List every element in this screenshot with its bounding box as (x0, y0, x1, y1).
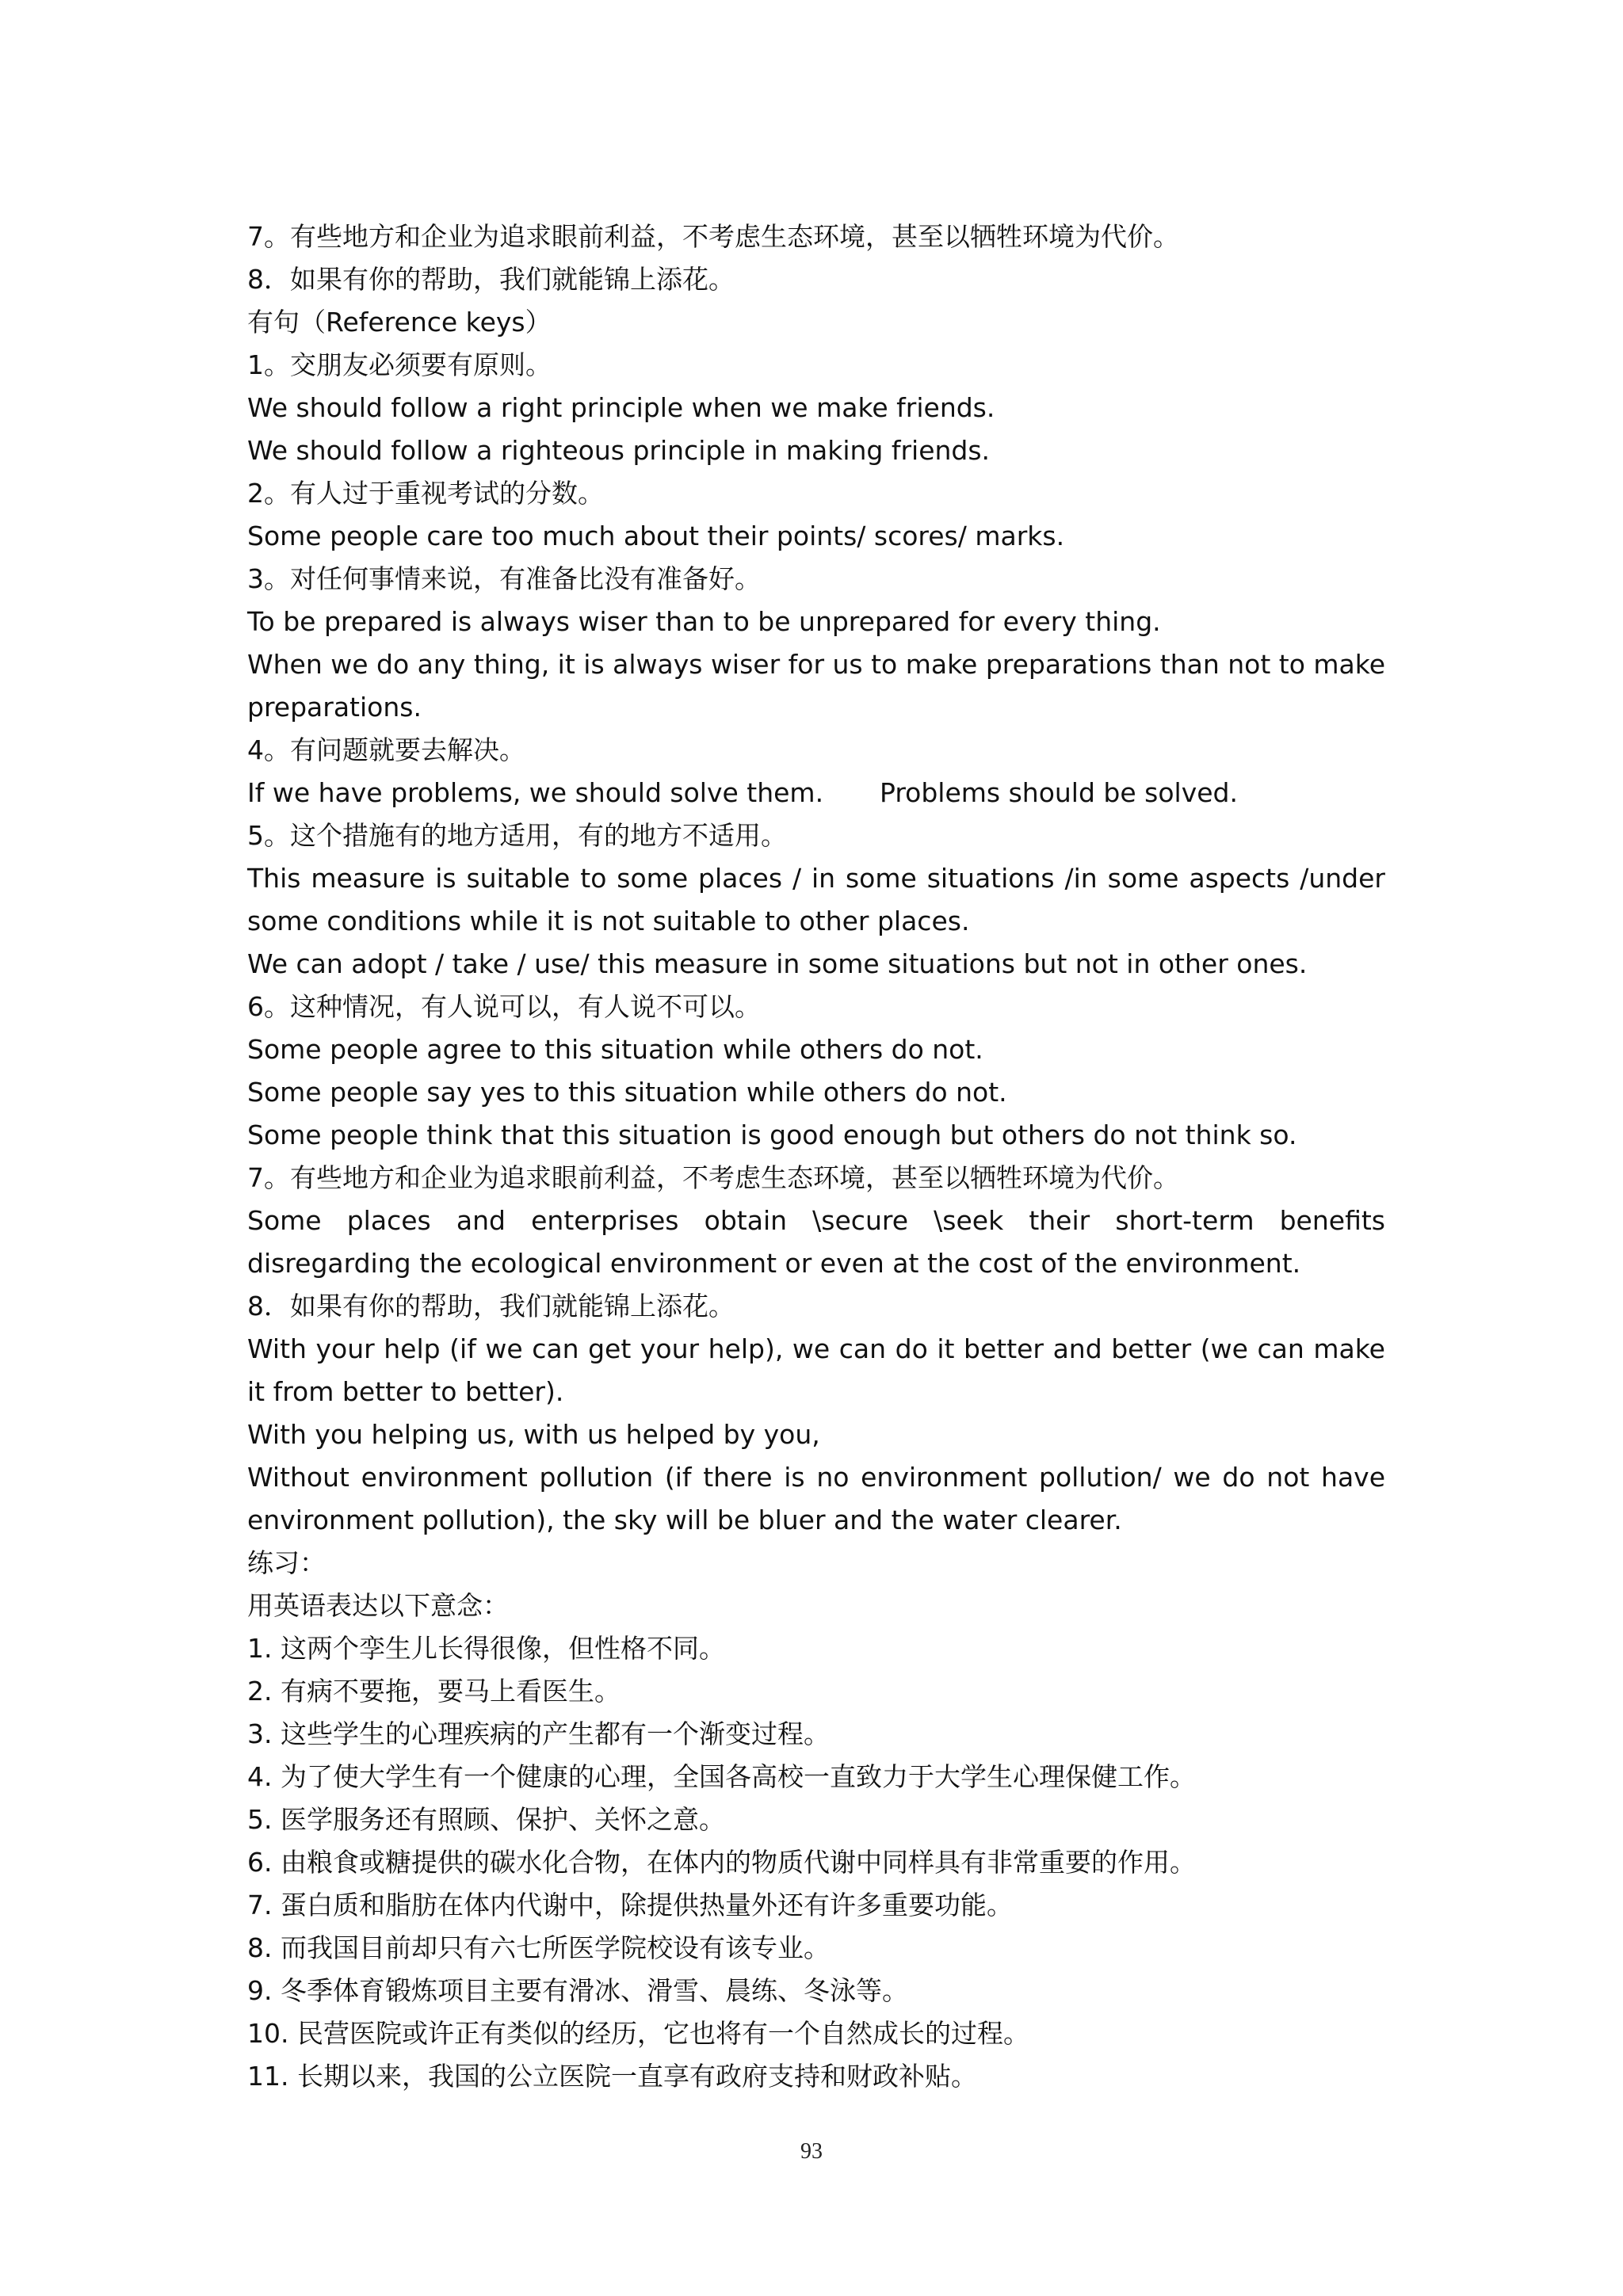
english-translation-pair (247, 772, 1385, 814)
english-translation: Some places and enterprises obtain \secure \seek their short-term benefits disregarding the ecological environment or even at the cost of the environment. (247, 1205, 1385, 1279)
english-translation: Some people say yes to this situation while others do not. (247, 1077, 1007, 1108)
english-translation: With you helping us, with us helped by you, (247, 1419, 820, 1450)
exercise-item: 6. 由粮食或糖提供的碳水化合物，在体内的物质代谢中同样具有非常重要的作用。 (247, 1847, 1196, 1878)
exercise-item: 8. 而我国目前却只有六七所医学院校设有该专业。 (247, 1932, 830, 1963)
page-content (247, 215, 1385, 2098)
exercise-item: 2. 有病不要拖，要马上看医生。 (247, 1676, 621, 1707)
exercise-item: 4. 为了使大学生有一个健康的心理，全国各高校一直致力于大学生心理保健工作。 (247, 1761, 1196, 1792)
chinese-sentence: 2。有人过于重视考试的分数。 (247, 478, 604, 509)
chinese-sentence: 7。有些地方和企业为追求眼前利益，不考虑生态环境，甚至以牺牲环境为代价。 (247, 221, 1179, 252)
exercise-instruction: 用英语表达以下意念： (247, 1590, 509, 1621)
exercise-item: 3. 这些学生的心理疾病的产生都有一个渐变过程。 (247, 1718, 830, 1749)
english-translation: We can adopt / take / use/ this measure in some situations but not in other ones. (247, 948, 1308, 979)
exercise-item: 10. 民营医院或许正有类似的经历，它也将有一个自然成长的过程。 (247, 2018, 1029, 2049)
english-translation: Some people agree to this situation while others do not. (247, 1034, 983, 1065)
chinese-sentence: 4。有问题就要去解决。 (247, 734, 525, 765)
english-translation: Without environment pollution (if there is no environment pollution/ we do not have environment pollution), the sky will be bluer and the water clearer. (247, 1462, 1385, 1535)
chinese-sentence: 8．如果有你的帮助，我们就能锦上添花。 (247, 264, 735, 295)
english-translation: Some people think that this situation is good enough but others do not think so. (247, 1119, 1297, 1150)
section-heading: 有句（Reference keys） (247, 307, 552, 338)
exercise-item: 7. 蛋白质和脂肪在体内代谢中，除提供热量外还有许多重要功能。 (247, 1890, 1013, 1920)
chinese-sentence: 5。这个措施有的地方适用，有的地方不适用。 (247, 820, 787, 851)
chinese-sentence: 3。对任何事情来说，有准备比没有准备好。 (247, 563, 761, 594)
exercise-item: 1. 这两个孪生儿长得很像，但性格不同。 (247, 1633, 725, 1664)
english-translation: Problems should be solved. (880, 777, 1238, 808)
page-number: 93 (800, 2139, 823, 2164)
chinese-sentence: 1。交朋友必须要有原则。 (247, 349, 552, 380)
exercise-item: 5. 医学服务还有照顾、保护、关怀之意。 (247, 1804, 725, 1835)
english-translation: To be prepared is always wiser than to be unprepared for every thing. (247, 606, 1161, 637)
exercise-item: 9. 冬季体育锻炼项目主要有滑冰、滑雪、晨练、冬泳等。 (247, 1975, 908, 2006)
chinese-sentence: 8．如果有你的帮助，我们就能锦上添花。 (247, 1291, 735, 1322)
english-translation: We should follow a right principle when we make friends. (247, 392, 995, 423)
exercise-item: 11. 长期以来，我国的公立医院一直享有政府支持和财政补贴。 (247, 2061, 977, 2092)
english-translation: We should follow a righteous principle in making friends. (247, 435, 991, 466)
chinese-sentence: 6。这种情况，有人说可以，有人说不可以。 (247, 991, 761, 1022)
english-translation: When we do any thing, it is always wiser for us to make preparations than not to make preparations. (247, 649, 1386, 723)
exercise-heading: 练习： (247, 1547, 326, 1578)
english-translation: If we have problems, we should solve them. (247, 777, 824, 808)
chinese-sentence: 7。有些地方和企业为追求眼前利益，不考虑生态环境，甚至以牺牲环境为代价。 (247, 1162, 1179, 1193)
english-translation: This measure is suitable to some places / in some situations /in some aspects /under some conditions while it is not suitable to other places. (247, 863, 1385, 936)
english-translation: Some people care too much about their points/ scores/ marks. (247, 521, 1065, 551)
english-translation: With your help (if we can get your help), we can do it better and better (we can make it from better to better). (247, 1333, 1385, 1407)
